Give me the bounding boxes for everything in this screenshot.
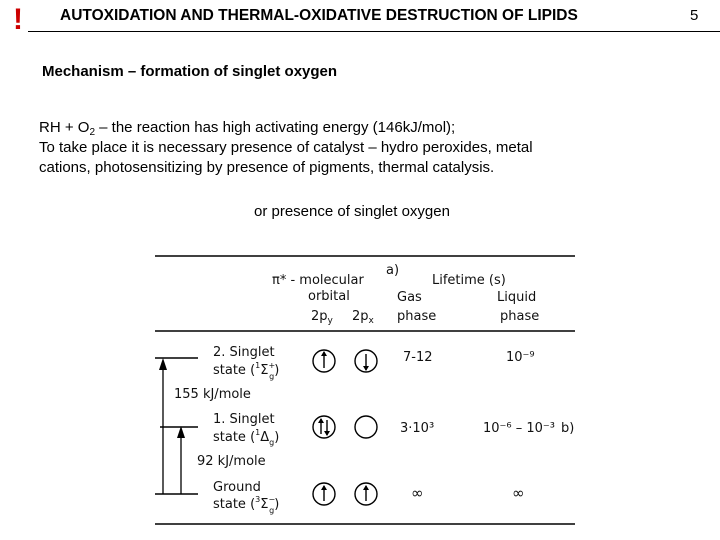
energy-label-155: 155 kJ/mole (174, 387, 251, 402)
slide-title: AUTOXIDATION AND THERMAL-OXIDATIVE DESTRUCTION OF LIPIDS (60, 7, 578, 24)
arrowhead-92 (177, 426, 185, 438)
section-subtitle: Mechanism – formation of singlet oxygen (42, 63, 338, 80)
energy-label-92: 92 kJ/mole (197, 454, 266, 469)
orbital-row2 (313, 416, 377, 438)
row2-gas: 3·10³ (400, 421, 435, 436)
row1-state: state ($^1$Σ+ g) (213, 361, 280, 381)
header-mo-line2: orbital (308, 289, 350, 304)
row3-gas: ∞ (411, 484, 424, 502)
header-orbital-2py: $2p_y$ (311, 309, 333, 326)
panel-label-b: b) (561, 421, 575, 436)
row3-state: state ($^3$Σ− g) (213, 495, 280, 515)
row2-liquid: 10⁻⁶ – 10⁻³ (483, 421, 555, 436)
row3-liquid: ∞ (512, 484, 525, 502)
or-text: or presence of singlet oxygen (254, 203, 450, 220)
page-number: 5 (690, 7, 699, 24)
body-line-1: RH + $O_2$ – the reaction has high activating energy (146kJ/mol); (39, 119, 456, 138)
header-liquid-2: phase (500, 309, 540, 324)
header-mo-line1: π* - molecular (272, 273, 364, 288)
row2-state: state $(^1\Delta_g)$ (213, 428, 280, 447)
orbital-row1 (313, 350, 377, 372)
alert-mark: ! (13, 3, 23, 36)
arrowhead-155 (159, 358, 167, 370)
row1-name: 2. Singlet (213, 345, 275, 360)
header-orbital-2px: $2p_x$ (352, 309, 374, 326)
header-gas-2: phase (397, 309, 437, 324)
panel-label-a: a) (386, 263, 400, 278)
header-liquid-1: Liquid (497, 290, 537, 305)
header-lifetime: Lifetime (s) (432, 273, 506, 288)
row2-name: 1. Singlet (213, 412, 275, 427)
body-line-2: To take place it is necessary presence of catalyst – hydro peroxides, metal (39, 139, 533, 156)
body-line-3: cations, photosensitizing by presence of pigments, thermal catalysis. (39, 159, 495, 176)
row1-gas: 7-12 (403, 350, 433, 365)
row3-name: Ground (213, 480, 261, 495)
header-gas-1: Gas (397, 290, 422, 305)
orbital-row3 (313, 483, 377, 505)
row1-liquid: 10⁻⁹ (506, 350, 535, 365)
